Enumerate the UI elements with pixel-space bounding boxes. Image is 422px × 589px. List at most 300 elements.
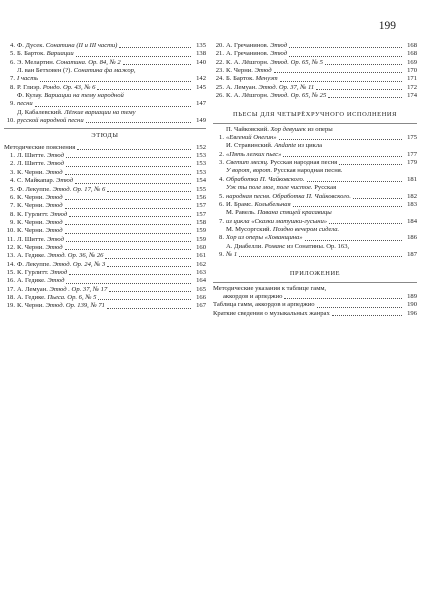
entry-number: 10. xyxy=(6,227,15,235)
page-ref: 164 xyxy=(196,277,206,285)
leader-dots xyxy=(107,266,191,267)
leader-dots xyxy=(107,308,191,309)
entry-number: 24. xyxy=(215,75,224,83)
entry-text xyxy=(226,42,287,50)
entry-number: 5. xyxy=(219,192,224,200)
entry-line xyxy=(226,167,417,175)
entry-author: К. Черни. xyxy=(17,193,46,201)
entry-body xyxy=(17,261,206,269)
etude-entry xyxy=(4,211,206,219)
entry-line xyxy=(226,201,417,209)
page-ref: 160 xyxy=(196,243,206,251)
entry-author: Ф. Лекуппе. xyxy=(17,260,53,268)
entry-line xyxy=(17,117,206,125)
entry-title: русской народной песни xyxy=(17,117,84,125)
entry-author: К. Черни. xyxy=(17,302,46,310)
duet-entry xyxy=(213,184,417,201)
section-divider xyxy=(213,123,417,124)
entry-number: 8. xyxy=(10,83,15,91)
entry-author: Б. Барток. xyxy=(226,75,256,83)
entry-body xyxy=(17,219,206,227)
entry-body xyxy=(226,167,417,184)
entry-author: А. Гречанинов. xyxy=(226,50,271,58)
entry-title: Этюд xyxy=(45,168,63,176)
duet-entry xyxy=(213,226,417,243)
entry-title: Этюд xyxy=(270,42,288,49)
entry-text xyxy=(17,294,96,302)
entry-note: из оперы xyxy=(307,125,333,133)
sonatina-entry xyxy=(4,42,206,50)
entry-text xyxy=(17,59,121,67)
entry-line xyxy=(226,159,417,167)
leader-dots xyxy=(65,233,191,234)
entry-text xyxy=(226,159,337,167)
page-ref: 184 xyxy=(407,217,417,225)
entry-number: 4. xyxy=(219,175,224,183)
entry-title: Этюд xyxy=(46,160,65,168)
entry-line xyxy=(17,50,206,58)
entry-text xyxy=(226,142,322,150)
entry-text xyxy=(226,126,333,134)
page-ref: 145 xyxy=(196,83,206,91)
etude-entry xyxy=(4,244,206,252)
sonatina-entry xyxy=(4,84,206,92)
page-ref: 167 xyxy=(196,302,206,310)
leader-dots xyxy=(293,206,402,207)
entry-text xyxy=(226,218,327,226)
page-ref: 165 xyxy=(196,285,206,293)
etude-entry xyxy=(4,177,206,185)
entry-author: К. Гурлитт. xyxy=(17,210,51,218)
leader-dots xyxy=(40,81,191,82)
entry-text xyxy=(226,243,349,251)
entry-title: Этюд xyxy=(46,235,65,243)
leader-dots xyxy=(316,89,402,90)
entry-body xyxy=(226,126,417,143)
entry-number: 15. xyxy=(6,268,15,276)
entry-title: Пьеса. Ор. 6, № 5 xyxy=(47,293,97,301)
entry-title: Этюд xyxy=(45,227,63,235)
entry-text xyxy=(226,151,281,159)
leader-dots xyxy=(317,307,402,308)
entry-title: Павана спящей красавицы xyxy=(257,209,332,217)
entry-text xyxy=(226,134,277,142)
etude-entry xyxy=(4,227,206,235)
page-ref: 155 xyxy=(196,185,206,193)
entry-text xyxy=(226,50,287,58)
page-ref: 186 xyxy=(407,234,417,242)
page-ref: 140 xyxy=(196,58,206,66)
appendix-entry xyxy=(213,285,417,302)
leader-dots xyxy=(66,283,191,284)
entry-note: Русская xyxy=(314,184,337,192)
page-ref: 166 xyxy=(196,293,206,301)
entry-number: 21. xyxy=(215,50,224,58)
leader-dots xyxy=(289,56,402,57)
entry-line xyxy=(17,75,206,83)
entry-title: Лёгкие вариации на тему xyxy=(64,108,136,116)
entry-text xyxy=(17,219,63,227)
entry-author: Ф. Кулау. xyxy=(17,92,45,100)
entry-text xyxy=(17,261,105,269)
entry-body xyxy=(17,177,206,185)
page-ref: 183 xyxy=(407,200,417,208)
leader-dots xyxy=(97,89,191,90)
entry-text xyxy=(17,277,64,285)
leader-dots xyxy=(35,106,191,107)
entry-author: П. Чайковский. xyxy=(226,125,271,133)
entry-body xyxy=(17,109,206,126)
etude-entry xyxy=(4,202,206,210)
entry-title: Этюд xyxy=(50,210,68,218)
entry-title: Обработка П. Чайковского. xyxy=(226,175,305,183)
entry-line xyxy=(226,243,417,251)
entry-author: К. Черни. xyxy=(17,168,46,176)
entry-number: 1. xyxy=(10,152,15,160)
entry-author: Д. Кабалевский. xyxy=(17,108,65,116)
entry-title: Сонатина фа мажор, xyxy=(73,67,136,75)
entry-number: 7. xyxy=(10,202,15,210)
page-ref: 189 xyxy=(407,292,417,300)
page-ref: 152 xyxy=(196,143,206,151)
entry-text xyxy=(17,67,136,75)
entry-number: 22. xyxy=(215,58,224,66)
leader-dots xyxy=(66,157,191,158)
leader-dots xyxy=(279,139,402,140)
entry-body xyxy=(17,42,206,50)
entry-line xyxy=(226,126,417,134)
entry-number: 1. xyxy=(219,134,224,142)
page-ref: 170 xyxy=(407,67,417,75)
entry-text xyxy=(17,244,63,252)
entry-text xyxy=(226,167,342,175)
entry-author: Э. Мелартин. xyxy=(17,58,57,66)
leader-dots xyxy=(69,216,191,217)
entry-body xyxy=(17,186,206,194)
entry-line xyxy=(226,218,417,226)
page-ref: 169 xyxy=(407,58,417,66)
entry-line xyxy=(17,92,206,100)
entry-author: Л. Шитте. xyxy=(17,160,47,168)
page-ref: 147 xyxy=(196,100,206,108)
entry-number: 11. xyxy=(7,235,15,243)
etude-entry xyxy=(213,50,417,58)
entry-author: К. А. Лёшгорн. xyxy=(226,58,271,66)
entry-number: 8. xyxy=(219,234,224,242)
page-ref: 153 xyxy=(196,168,206,176)
entry-line xyxy=(226,251,417,259)
appendix-section-title: ПРИЛОЖЕНИЕ xyxy=(289,270,341,278)
entry-author: А. Гедике. xyxy=(17,277,48,285)
leader-dots xyxy=(307,181,403,182)
leader-dots xyxy=(283,156,402,157)
etude-entry xyxy=(4,261,206,269)
entry-text xyxy=(17,302,105,310)
entry-body xyxy=(226,201,417,209)
entry-number: 18. xyxy=(6,293,15,301)
leader-dots xyxy=(66,241,191,242)
entry-text xyxy=(17,286,107,294)
entry-author: А. Лемуан. xyxy=(17,285,50,293)
entry-text xyxy=(17,236,64,244)
duets-list xyxy=(213,126,417,260)
page-ref: 168 xyxy=(407,50,417,58)
entry-number: 26. xyxy=(215,92,224,100)
etude-entry xyxy=(4,186,206,194)
entry-text xyxy=(17,269,67,277)
entry-body xyxy=(226,75,417,83)
etude-entry xyxy=(213,92,417,100)
page-ref: 142 xyxy=(196,75,206,83)
entry-title: Этюд. Ор. 36, № 26 xyxy=(47,252,104,260)
entry-text xyxy=(226,184,336,192)
leader-dots xyxy=(76,56,191,57)
entry-line xyxy=(226,134,417,142)
entry-author: А. Гедике. xyxy=(17,252,48,260)
leader-dots xyxy=(353,198,402,199)
entry-title: Менуэт xyxy=(255,75,278,83)
entry-title: Этюд xyxy=(46,152,65,160)
entry-body xyxy=(213,301,417,309)
entry-text: Краткие сведения о музыкальных жанрах xyxy=(213,309,330,317)
entry-text xyxy=(17,177,73,185)
etude-entry xyxy=(4,169,206,177)
entry-note: из Сонатины. Ор. 163, xyxy=(286,242,350,250)
entry-title: I часть xyxy=(17,75,38,83)
entry-body xyxy=(17,211,206,219)
entry-title: Этюд xyxy=(270,50,288,58)
entry-body xyxy=(17,152,206,160)
etudes-list xyxy=(4,152,206,311)
entry-body xyxy=(226,226,417,243)
page-ref: 172 xyxy=(407,83,417,91)
entry-title: Рондо. Ор. 43, № 6 xyxy=(42,83,96,91)
entry-line xyxy=(213,293,417,301)
entry-body xyxy=(213,310,417,318)
duet-entry xyxy=(213,201,417,209)
etude-entry xyxy=(4,277,206,285)
entry-title: Этюд xyxy=(254,67,272,75)
sonatina-entry xyxy=(4,50,206,58)
etude-entry xyxy=(213,75,417,83)
page-ref: 135 xyxy=(196,42,206,49)
entry-author: А. Диабелли. xyxy=(226,242,265,250)
entry-number: 9. xyxy=(10,100,15,108)
entry-number: 16. xyxy=(6,277,15,285)
entry-text xyxy=(226,209,332,217)
entry-number: 19. xyxy=(6,302,15,310)
leader-dots xyxy=(328,97,402,98)
leader-dots xyxy=(65,249,191,250)
page-ref: 182 xyxy=(407,192,417,200)
entry-note: Русская народная песня xyxy=(270,159,338,167)
etude-entry xyxy=(4,302,206,310)
sonatina-entry xyxy=(4,67,206,84)
entry-number: 9. xyxy=(10,218,15,226)
entry-text xyxy=(226,201,291,209)
entry-body xyxy=(226,59,417,67)
entry-text xyxy=(226,75,278,83)
entry-text xyxy=(17,152,64,160)
entry-body xyxy=(226,159,417,167)
entry-text xyxy=(17,50,74,58)
leader-dots xyxy=(65,224,191,225)
etude-entry xyxy=(213,67,417,75)
entry-title: Этюд . Ор. 37, № 17 xyxy=(49,285,108,293)
entry-author: Л. ван Бетховен (?). xyxy=(17,67,74,75)
leader-dots xyxy=(65,208,191,209)
entry-title: из цикла «Сказки матушки-гусыни» xyxy=(226,217,328,225)
entry-number: 13. xyxy=(6,252,15,260)
page-ref: 171 xyxy=(407,75,417,83)
entry-title: Andante xyxy=(274,142,298,150)
entry-author: А. Гречанинов. xyxy=(226,42,271,49)
entry-author: К. Черни. xyxy=(17,243,46,251)
entry-line xyxy=(226,184,417,192)
entry-body xyxy=(226,142,417,159)
entry-text xyxy=(226,176,305,184)
entry-number: 25. xyxy=(215,83,224,91)
entry-title: песни xyxy=(17,100,33,108)
entry-author: М. Равель. xyxy=(226,209,258,217)
leader-dots xyxy=(77,149,191,150)
entry-body xyxy=(17,236,206,244)
entry-body xyxy=(226,184,417,201)
entry-title: Этюд xyxy=(45,243,63,251)
etude-entry xyxy=(213,42,417,50)
page-ref: 163 xyxy=(196,268,206,276)
entry-body xyxy=(17,84,206,92)
entry-text xyxy=(17,202,63,210)
entry-line xyxy=(226,176,417,184)
entry-number: 8. xyxy=(10,210,15,218)
entry-body xyxy=(226,42,417,50)
leader-dots xyxy=(305,240,402,241)
etudes-continued-list xyxy=(213,42,417,100)
entry-line xyxy=(17,84,206,92)
appendix-entry xyxy=(213,310,417,318)
entry-title: Поздно вечером сидела. xyxy=(272,225,340,233)
entry-author: К. Черни. xyxy=(17,202,46,210)
toc-right-column xyxy=(213,42,417,318)
sonatinas-list xyxy=(4,42,206,125)
etude-entry xyxy=(4,269,206,277)
entry-text xyxy=(226,193,351,201)
entry-author: С. Майкапар. xyxy=(17,177,57,185)
entry-title: Этюд. Ор. 24, № 3 xyxy=(52,260,106,268)
entry-line xyxy=(17,67,206,75)
etude-entry xyxy=(4,152,206,160)
etude-entry xyxy=(4,194,206,202)
entry-body xyxy=(17,269,206,277)
entry-text xyxy=(226,251,237,259)
duets-section-title: ПЬЕСЫ ДЛЯ ЧЕТЫРЁХРУЧНОГО ИСПОЛНЕНИЯ xyxy=(233,111,397,119)
leader-dots xyxy=(329,223,402,224)
entry-text xyxy=(17,160,64,168)
entry-number: 6. xyxy=(219,200,224,208)
entry-line xyxy=(226,226,417,234)
etudes-intro-entry xyxy=(4,144,206,152)
page-ref: 149 xyxy=(196,117,206,125)
entry-number: 4. xyxy=(10,42,15,49)
leader-dots xyxy=(86,122,191,123)
section-divider xyxy=(4,128,206,129)
page-ref: 168 xyxy=(407,42,417,49)
page-ref: 154 xyxy=(196,177,206,185)
entry-author: А. Лемуан. xyxy=(226,83,259,91)
entry-body xyxy=(17,50,206,58)
duet-entry xyxy=(213,142,417,159)
entry-body xyxy=(17,67,206,84)
entry-author: Л. Шитте. xyxy=(17,152,47,160)
entry-author: К. Черни. xyxy=(226,67,255,75)
entry-line xyxy=(213,301,417,309)
entry-author: К. Черни. xyxy=(17,227,46,235)
entry-title: Этюд. Ор. 65, № 25 xyxy=(270,92,327,100)
entry-text xyxy=(226,67,272,75)
entry-text: Таблица гамм, аккордов и арпеджио xyxy=(213,301,315,309)
entry-body xyxy=(17,302,206,310)
entry-note: из цикла xyxy=(297,142,323,150)
entry-author: Б. Барток. xyxy=(17,50,47,58)
section-divider xyxy=(213,282,417,283)
entry-line xyxy=(226,193,417,201)
entry-title: Сонатина (II и III части) xyxy=(45,42,118,49)
entry-line xyxy=(213,310,417,318)
entry-author: Р. Глиэр. xyxy=(17,83,43,91)
entry-text xyxy=(17,100,33,108)
entry-number: 20. xyxy=(215,42,224,49)
duet-entry xyxy=(213,209,417,226)
entry-body xyxy=(213,285,417,302)
entry-number: 12. xyxy=(6,243,15,251)
page-ref: 153 xyxy=(196,160,206,168)
entry-line xyxy=(17,100,206,108)
entry-title: Этюд xyxy=(45,193,63,201)
page-ref: 157 xyxy=(196,210,206,218)
entry-title: Уж ты поле мое, поле чистое. xyxy=(226,184,315,192)
entry-number: 6. xyxy=(10,58,15,66)
page-ref: 179 xyxy=(407,159,417,167)
leader-dots xyxy=(239,256,402,257)
entry-body xyxy=(17,202,206,210)
entry-text xyxy=(17,117,84,125)
leader-dots xyxy=(69,274,191,275)
entry-body xyxy=(226,50,417,58)
etude-entry xyxy=(4,286,206,294)
page-ref: 181 xyxy=(407,175,417,183)
entry-number: 23. xyxy=(215,67,224,75)
entry-title: № 1 xyxy=(226,250,238,258)
entry-number: 2. xyxy=(10,160,15,168)
entry-number: 2. xyxy=(219,150,224,158)
page-ref: 159 xyxy=(196,227,206,235)
entry-text xyxy=(226,84,314,92)
page-ref: 153 xyxy=(196,152,206,160)
entry-title: Этюд. Ор. 139, № 71 xyxy=(45,302,105,310)
leader-dots xyxy=(66,166,191,167)
entry-title: Этюд xyxy=(47,277,65,285)
entry-title: Этюд xyxy=(56,177,74,185)
entry-title: «Евгений Онегин» xyxy=(226,134,277,142)
entry-number: 5. xyxy=(10,185,15,193)
entry-title: народная песня. Обработка П. Чайковского. xyxy=(226,192,351,200)
entry-author: К. Черни. xyxy=(17,218,46,226)
entry-line xyxy=(226,209,417,217)
appendix-list xyxy=(213,285,417,318)
leader-dots xyxy=(98,299,191,300)
entry-line xyxy=(17,109,206,117)
